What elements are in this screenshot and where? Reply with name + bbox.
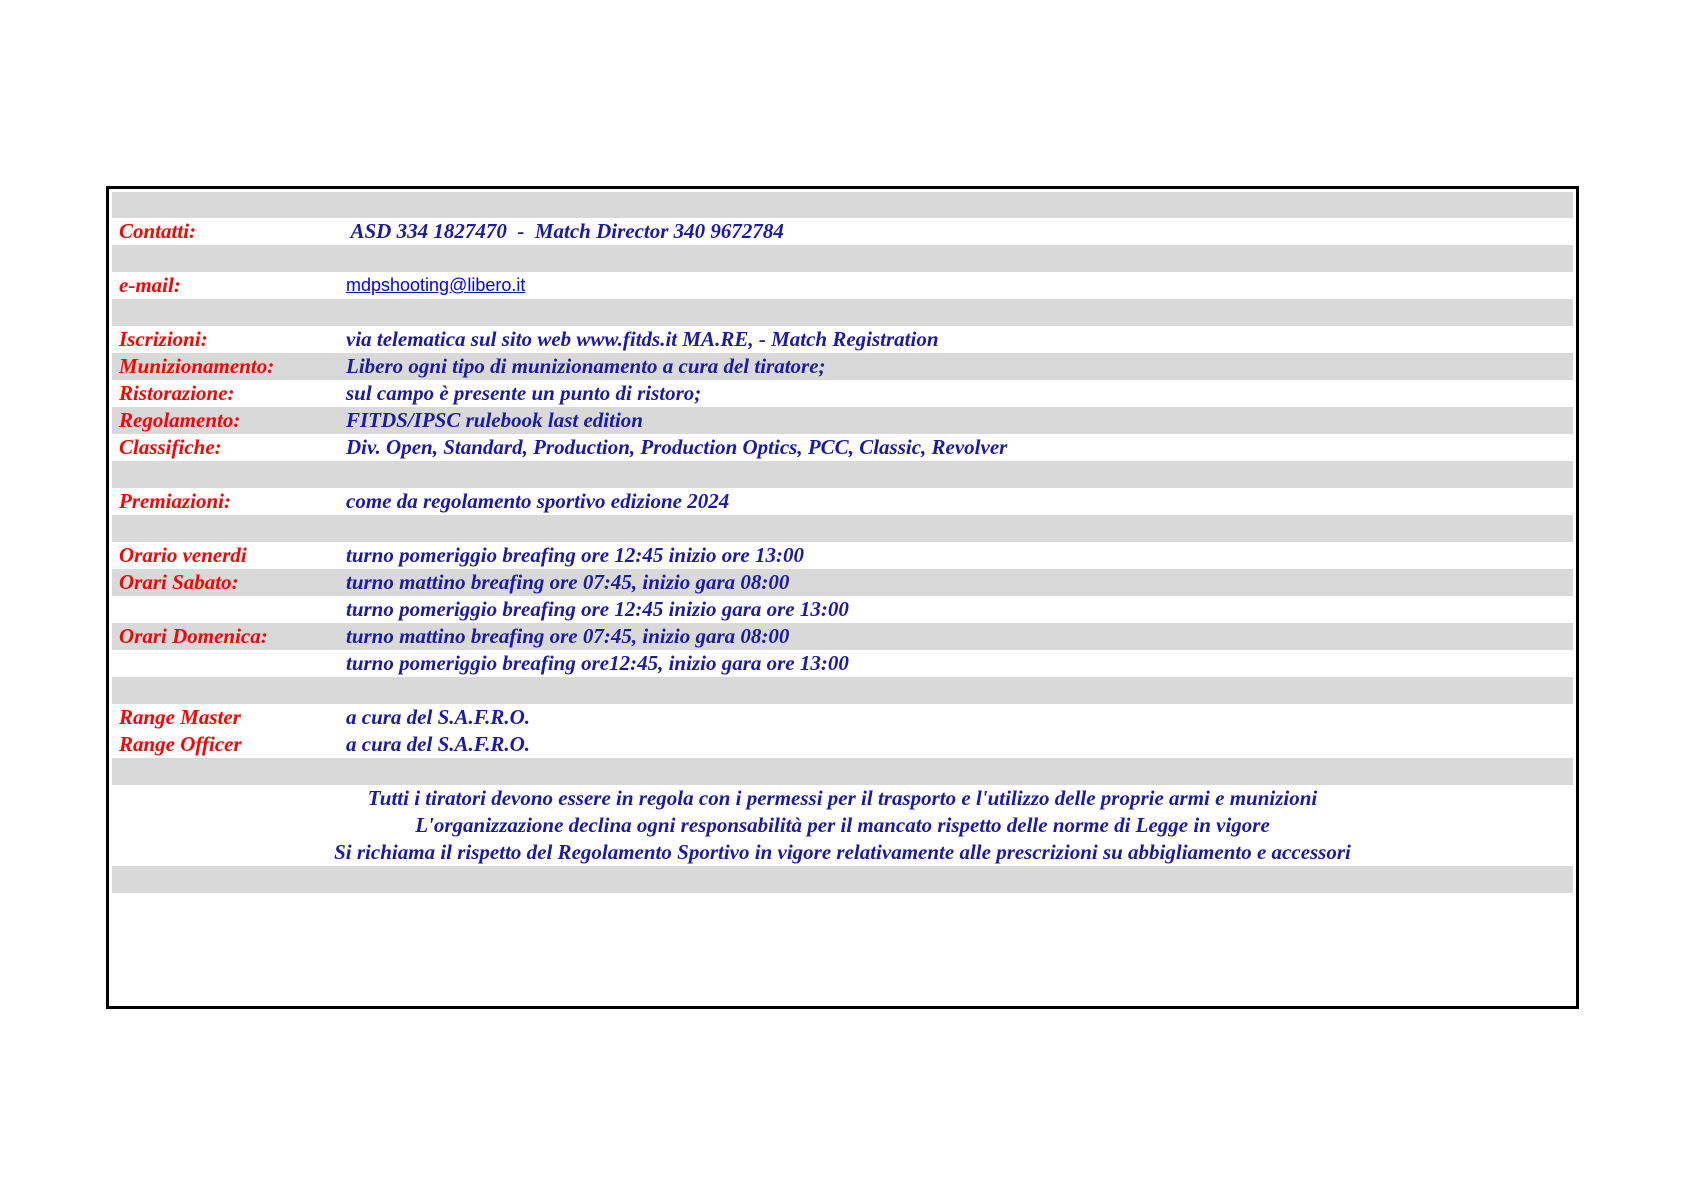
iscrizioni-row <box>112 326 1573 353</box>
iscrizioni-label: Iscrizioni: <box>119 327 208 351</box>
orari-domenica-row-2 <box>112 650 1573 677</box>
orario-venerdi-row <box>112 542 1573 569</box>
orario-venerdi-label: Orario venerdi <box>119 543 247 567</box>
orari-sabato-row <box>112 569 1573 596</box>
band-row <box>112 866 1573 893</box>
classifiche-label: Classifiche: <box>119 435 222 459</box>
orario-venerdi-value: turno pomeriggio breafing ore 12:45 inizio ore 13:00 <box>346 543 804 567</box>
note-line: Si richiama il rispetto del Regolamento Sportivo in vigore relativamente alle prescrizioni su abbigliamento e accessori <box>334 840 1351 864</box>
notes-block <box>112 785 1573 866</box>
band-row <box>112 515 1573 542</box>
ristorazione-label: Ristorazione: <box>119 381 235 405</box>
email-link[interactable]: mdpshooting@libero.it <box>346 275 526 295</box>
email-row <box>112 272 1573 299</box>
contatti-row <box>112 218 1573 245</box>
munizionamento-row <box>112 353 1573 380</box>
orari-domenica-value: turno mattino breafing ore 07:45, inizio gara 08:00 <box>346 624 790 648</box>
band-row <box>112 245 1573 272</box>
orari-domenica-value-2: turno pomeriggio breafing ore12:45, inizio gara ore 13:00 <box>346 651 849 675</box>
orari-domenica-label: Orari Domenica: <box>119 624 268 648</box>
iscrizioni-value: via telematica sul sito web www.fitds.it MA.RE, - Match Registration <box>346 327 939 351</box>
band-row <box>112 192 1573 218</box>
regolamento-label: Regolamento: <box>119 408 241 432</box>
ristorazione-row <box>112 380 1573 407</box>
regolamento-value: FITDS/IPSC rulebook last edition <box>346 408 643 432</box>
contatti-value: ASD 334 1827470 - Match Director 340 9672784 <box>346 219 784 243</box>
note-line: L'organizzazione declina ogni responsabilità per il mancato rispetto delle norme di Legge in vigore <box>415 813 1270 837</box>
range-master-value: a cura del S.A.F.R.O. <box>346 705 530 729</box>
classifiche-row <box>112 434 1573 461</box>
range-master-label: Range Master <box>119 705 241 729</box>
range-officer-value: a cura del S.A.F.R.O. <box>346 732 530 756</box>
premiazioni-value: come da regolamento sportivo edizione 2024 <box>346 489 730 513</box>
orari-sabato-label: Orari Sabato: <box>119 570 239 594</box>
ristorazione-value: sul campo è presente un punto di ristoro; <box>346 381 702 405</box>
orari-sabato-row-2 <box>112 596 1573 623</box>
info-frame <box>106 186 1579 1009</box>
orari-domenica-row <box>112 623 1573 650</box>
munizionamento-value: Libero ogni tipo di munizionamento a cura del tiratore; <box>346 354 826 378</box>
band-row <box>112 299 1573 326</box>
band-row <box>112 677 1573 704</box>
contatti-label: Contatti: <box>119 219 197 243</box>
email-label: e-mail: <box>119 273 181 297</box>
range-officer-label: Range Officer <box>119 732 242 756</box>
range-master-row <box>112 704 1573 731</box>
orari-sabato-value-2: turno pomeriggio breafing ore 12:45 inizio gara ore 13:00 <box>346 597 849 621</box>
premiazioni-label: Premiazioni: <box>119 489 232 513</box>
premiazioni-row <box>112 488 1573 515</box>
orari-sabato-value: turno mattino breafing ore 07:45, inizio gara 08:00 <box>346 570 790 594</box>
munizionamento-label: Munizionamento: <box>119 354 275 378</box>
band-row <box>112 758 1573 785</box>
range-officer-row <box>112 731 1573 758</box>
band-row <box>112 461 1573 488</box>
classifiche-value: Div. Open, Standard, Production, Production Optics, PCC, Classic, Revolver <box>346 435 1008 459</box>
regolamento-row <box>112 407 1573 434</box>
note-line: Tutti i tiratori devono essere in regola con i permessi per il trasporto e l'utilizzo delle proprie armi e munizioni <box>367 786 1318 810</box>
